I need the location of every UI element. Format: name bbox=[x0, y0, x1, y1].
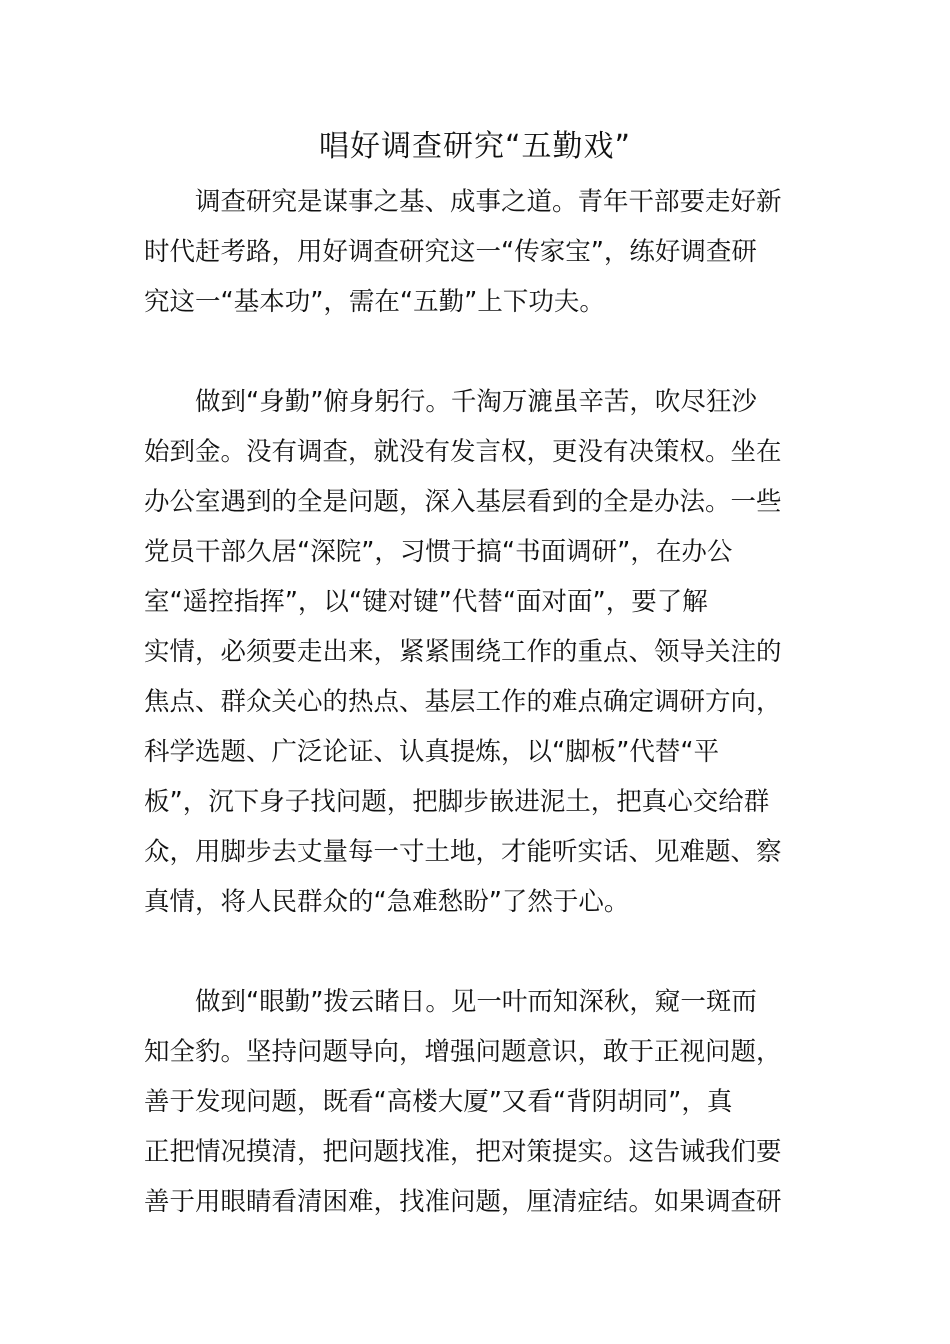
paragraph-line: 善于用眼睛看清困难，找准问题，厘清症结。如果调查研 bbox=[144, 1187, 782, 1217]
paragraph-line: 正把情况摸清，把问题找准，把对策提实。这告诫我们要 bbox=[144, 1137, 782, 1167]
paragraph-line: 焦点、群众关心的热点、基层工作的难点确定调研方向， bbox=[144, 687, 782, 717]
paragraph-line: 善于发现问题，既看“高楼大厦”又看“背阴胡同”，真 bbox=[144, 1087, 733, 1117]
paragraph-line: 真情，将人民群众的“急难愁盼”了然于心。 bbox=[144, 887, 630, 917]
paragraph-line: 做到“眼勤”拨云睹日。见一叶而知深秋，窥一斑而 bbox=[195, 987, 757, 1017]
paragraph-line: 知全豹。坚持问题导向，增强问题意识，敢于正视问题， bbox=[144, 1037, 782, 1067]
paragraph-line: 党员干部久居“深院”，习惯于搞“书面调研”，在办公 bbox=[144, 537, 733, 567]
paragraph-line: 做到“身勤”俯身躬行。千淘万漉虽辛苦，吹尽狂沙 bbox=[195, 387, 757, 417]
paragraph-line: 调查研究是谋事之基、成事之道。青年干部要走好新 bbox=[195, 187, 782, 217]
paragraph-gap bbox=[144, 327, 814, 377]
paragraph-shen-qin bbox=[144, 377, 814, 927]
paragraph-line: 板”，沉下身子找问题，把脚步嵌进泥土，把真心交给群 bbox=[144, 787, 770, 817]
paragraph-gap bbox=[144, 927, 814, 977]
paragraph-line: 科学选题、广泛论证、认真提炼，以“脚板”代替“平 bbox=[144, 737, 720, 767]
paragraph-intro bbox=[144, 177, 814, 327]
paragraph-line: 时代赶考路，用好调查研究这一“传家宝”，练好调查研 bbox=[144, 237, 757, 267]
paragraph-line: 室“遥控指挥”，以“键对键”代替“面对面”，要了解 bbox=[144, 587, 708, 617]
document-title: 唱好调查研究“五勤戏” bbox=[318, 129, 632, 164]
paragraph-line: 实情，必须要走出来，紧紧围绕工作的重点、领导关注的 bbox=[144, 637, 782, 667]
paragraph-yan-qin bbox=[144, 977, 814, 1227]
paragraph-line: 始到金。没有调查，就没有发言权，更没有决策权。坐在 bbox=[144, 437, 782, 467]
paragraph-line: 究这一“基本功”，需在“五勤”上下功夫。 bbox=[144, 287, 605, 317]
paragraph-line: 众，用脚步去丈量每一寸土地，才能听实话、见难题、察 bbox=[144, 837, 782, 867]
document-body bbox=[144, 177, 814, 1227]
paragraph-line: 办公室遇到的全是问题，深入基层看到的全是办法。一些 bbox=[144, 487, 782, 517]
